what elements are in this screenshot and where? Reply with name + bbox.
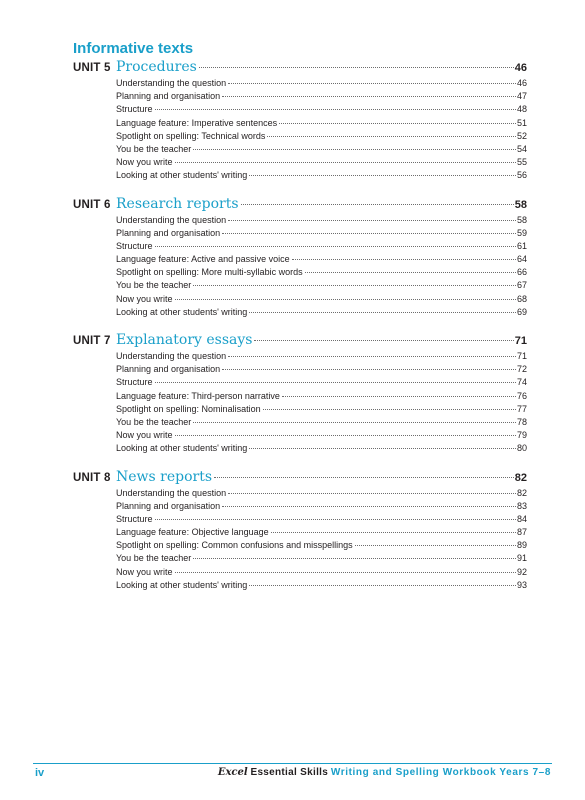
toc-item-page: 69 bbox=[516, 306, 527, 317]
toc-item-page: 71 bbox=[516, 351, 527, 361]
toc-item[interactable] bbox=[116, 417, 527, 430]
unit-title-row[interactable] bbox=[116, 196, 527, 215]
toc-item[interactable] bbox=[116, 501, 527, 514]
toc-item[interactable] bbox=[116, 404, 527, 417]
unit-7 bbox=[73, 332, 527, 457]
footer-book-title bbox=[218, 767, 551, 778]
section-title: Informative texts bbox=[73, 40, 194, 57]
toc-item-page: 79 bbox=[516, 430, 527, 441]
toc-item-text: Understanding the question bbox=[116, 78, 227, 88]
dot-leader bbox=[228, 356, 516, 357]
dot-leader bbox=[249, 448, 516, 449]
toc-item[interactable] bbox=[116, 443, 527, 456]
toc-item-page: 83 bbox=[516, 500, 527, 511]
toc-item-page: 61 bbox=[516, 240, 527, 251]
toc-item[interactable] bbox=[116, 267, 527, 280]
dot-leader bbox=[155, 246, 516, 247]
toc-item-page: 89 bbox=[516, 540, 527, 551]
toc-item-text: Structure bbox=[116, 377, 153, 388]
toc-item[interactable] bbox=[116, 294, 527, 307]
dot-leader bbox=[214, 477, 514, 478]
dot-leader bbox=[249, 312, 516, 313]
toc-item-page: 66 bbox=[516, 267, 527, 278]
toc-item-text: Language feature: Third-person narrative bbox=[116, 390, 280, 401]
unit-page-number: 82 bbox=[514, 471, 527, 484]
dot-leader bbox=[282, 396, 516, 397]
toc-item-text: Planning and organisation bbox=[116, 364, 221, 375]
toc-item-page: 74 bbox=[516, 377, 527, 388]
dot-leader bbox=[155, 109, 516, 110]
toc-item[interactable] bbox=[116, 351, 527, 364]
unit-label: UNIT 8 bbox=[73, 471, 111, 484]
footer-book: Writing and Spelling Workbook Years 7–8 bbox=[330, 767, 551, 778]
unit-6 bbox=[73, 196, 527, 321]
toc-item-page: 64 bbox=[516, 254, 527, 265]
unit-title-row[interactable] bbox=[116, 469, 527, 488]
toc-item[interactable] bbox=[116, 514, 527, 527]
dot-leader bbox=[228, 220, 516, 221]
unit-page-number: 46 bbox=[514, 62, 527, 74]
toc-item-page: 82 bbox=[516, 487, 527, 498]
toc-item-page: 68 bbox=[516, 293, 527, 304]
toc-item[interactable] bbox=[116, 170, 527, 183]
toc-item-text: Looking at other students' writing bbox=[116, 579, 248, 590]
toc-item[interactable] bbox=[116, 580, 527, 593]
dot-leader bbox=[193, 149, 516, 150]
toc-item-page: 67 bbox=[516, 280, 527, 291]
toc-item-text: Spotlight on spelling: Technical words bbox=[116, 130, 266, 141]
footer-brand: Excel bbox=[217, 767, 248, 778]
dot-leader bbox=[193, 285, 516, 286]
toc-item-text: Spotlight on spelling: Common confusions and misspellings bbox=[116, 540, 353, 551]
table-of-contents bbox=[73, 59, 527, 605]
unit-title: Explanatory essays bbox=[116, 332, 253, 348]
toc-item-page: 48 bbox=[516, 104, 527, 115]
toc-item-page: 55 bbox=[516, 157, 527, 168]
toc-item-text: You be the teacher bbox=[116, 553, 192, 564]
footer-page-number: iv bbox=[35, 767, 45, 779]
toc-item-text: Now you write bbox=[116, 566, 173, 577]
footer-rule bbox=[33, 763, 552, 764]
toc-item-text: Language feature: Imperative sentences bbox=[116, 117, 278, 128]
toc-item-text: Now you write bbox=[116, 430, 173, 441]
toc-item[interactable] bbox=[116, 144, 527, 157]
toc-item-page: 56 bbox=[516, 170, 527, 181]
toc-item-page: 58 bbox=[516, 214, 527, 225]
toc-item[interactable] bbox=[116, 567, 527, 580]
toc-item[interactable] bbox=[116, 488, 527, 501]
toc-item-text: Structure bbox=[116, 240, 153, 251]
dot-leader bbox=[263, 409, 516, 410]
unit-label: UNIT 5 bbox=[73, 62, 111, 74]
toc-item[interactable] bbox=[116, 430, 527, 443]
dot-leader bbox=[222, 506, 516, 507]
toc-item-text: Planning and organisation bbox=[116, 91, 221, 102]
dot-leader bbox=[193, 422, 516, 423]
toc-item-text: You be the teacher bbox=[116, 143, 192, 154]
toc-item[interactable] bbox=[116, 254, 527, 267]
dot-leader bbox=[175, 299, 516, 300]
toc-item-text: Now you write bbox=[116, 293, 173, 304]
dot-leader bbox=[175, 162, 516, 163]
dot-leader bbox=[271, 532, 516, 533]
dot-leader bbox=[228, 83, 516, 84]
toc-item[interactable] bbox=[116, 118, 527, 131]
dot-leader bbox=[155, 519, 516, 520]
toc-item-text: Spotlight on spelling: Nominalisation bbox=[116, 403, 261, 414]
unit-title: News reports bbox=[116, 468, 213, 485]
toc-item[interactable] bbox=[116, 91, 527, 104]
toc-item[interactable] bbox=[116, 215, 527, 228]
toc-item-page: 51 bbox=[516, 117, 527, 128]
toc-item[interactable] bbox=[116, 553, 527, 566]
unit-title: Procedures bbox=[116, 59, 197, 75]
toc-item[interactable] bbox=[116, 241, 527, 254]
dot-leader bbox=[222, 96, 516, 97]
toc-item[interactable] bbox=[116, 280, 527, 293]
toc-item[interactable] bbox=[116, 157, 527, 170]
dot-leader bbox=[241, 204, 514, 205]
unit-5 bbox=[73, 59, 527, 184]
toc-item[interactable] bbox=[116, 307, 527, 320]
toc-item-page: 76 bbox=[516, 390, 527, 401]
toc-item-page: 52 bbox=[516, 130, 527, 141]
unit-title: Research reports bbox=[116, 195, 239, 212]
unit-title-row[interactable] bbox=[116, 332, 527, 351]
toc-item[interactable] bbox=[116, 78, 527, 91]
unit-label: UNIT 7 bbox=[73, 335, 111, 347]
toc-item-page: 54 bbox=[516, 143, 527, 154]
dot-leader bbox=[305, 272, 516, 273]
toc-item-text: Planning and organisation bbox=[116, 227, 221, 238]
toc-item-text: Looking at other students' writing bbox=[116, 443, 248, 454]
dot-leader bbox=[175, 435, 516, 436]
toc-item-text: Language feature: Objective language bbox=[116, 527, 269, 538]
toc-item-page: 47 bbox=[516, 91, 527, 102]
toc-item-page: 87 bbox=[516, 527, 527, 538]
toc-item-page: 78 bbox=[516, 416, 527, 427]
unit-page-number: 58 bbox=[514, 198, 527, 211]
unit-title-row[interactable] bbox=[116, 59, 527, 78]
dot-leader bbox=[222, 369, 516, 370]
toc-item[interactable] bbox=[116, 527, 527, 540]
dot-leader bbox=[355, 545, 516, 546]
dot-leader bbox=[222, 233, 516, 234]
dot-leader bbox=[279, 123, 516, 124]
toc-item[interactable] bbox=[116, 104, 527, 117]
dot-leader bbox=[249, 585, 516, 586]
toc-item-page: 80 bbox=[516, 443, 527, 454]
toc-item-text: Language feature: Active and passive voice bbox=[116, 254, 290, 265]
toc-item-text: Understanding the question bbox=[116, 487, 227, 498]
toc-item-page: 93 bbox=[516, 579, 527, 590]
toc-item-text: Spotlight on spelling: More multi-syllabic words bbox=[116, 267, 303, 278]
dot-leader bbox=[193, 558, 516, 559]
unit-page-number: 71 bbox=[514, 335, 527, 347]
toc-item[interactable] bbox=[116, 391, 527, 404]
dot-leader bbox=[249, 175, 516, 176]
toc-item-text: You be the teacher bbox=[116, 416, 192, 427]
dot-leader bbox=[199, 67, 514, 68]
toc-item-text: Now you write bbox=[116, 157, 173, 168]
dot-leader bbox=[228, 493, 516, 494]
toc-item-text: Understanding the question bbox=[116, 214, 227, 225]
toc-item-page: 59 bbox=[516, 227, 527, 238]
toc-item-text: You be the teacher bbox=[116, 280, 192, 291]
dot-leader bbox=[155, 382, 516, 383]
toc-item-page: 92 bbox=[516, 566, 527, 577]
unit-label: UNIT 6 bbox=[73, 198, 111, 211]
toc-item-text: Looking at other students' writing bbox=[116, 306, 248, 317]
toc-item-text: Understanding the question bbox=[116, 351, 227, 361]
footer-series: Essential Skills bbox=[250, 767, 329, 778]
toc-item[interactable] bbox=[116, 364, 527, 377]
toc-item[interactable] bbox=[116, 228, 527, 241]
dot-leader bbox=[292, 259, 516, 260]
unit-8 bbox=[73, 469, 527, 594]
toc-item-page: 84 bbox=[516, 513, 527, 524]
toc-item-text: Looking at other students' writing bbox=[116, 170, 248, 181]
toc-item-text: Structure bbox=[116, 104, 153, 115]
toc-item[interactable] bbox=[116, 540, 527, 553]
toc-item-page: 77 bbox=[516, 403, 527, 414]
toc-item-text: Structure bbox=[116, 513, 153, 524]
toc-item-page: 46 bbox=[516, 78, 527, 88]
toc-item-text: Planning and organisation bbox=[116, 500, 221, 511]
dot-leader bbox=[175, 572, 516, 573]
dot-leader bbox=[254, 340, 513, 341]
toc-item-page: 91 bbox=[516, 553, 527, 564]
toc-item[interactable] bbox=[116, 377, 527, 390]
toc-item[interactable] bbox=[116, 131, 527, 144]
toc-item-page: 72 bbox=[516, 364, 527, 375]
dot-leader bbox=[267, 136, 516, 137]
